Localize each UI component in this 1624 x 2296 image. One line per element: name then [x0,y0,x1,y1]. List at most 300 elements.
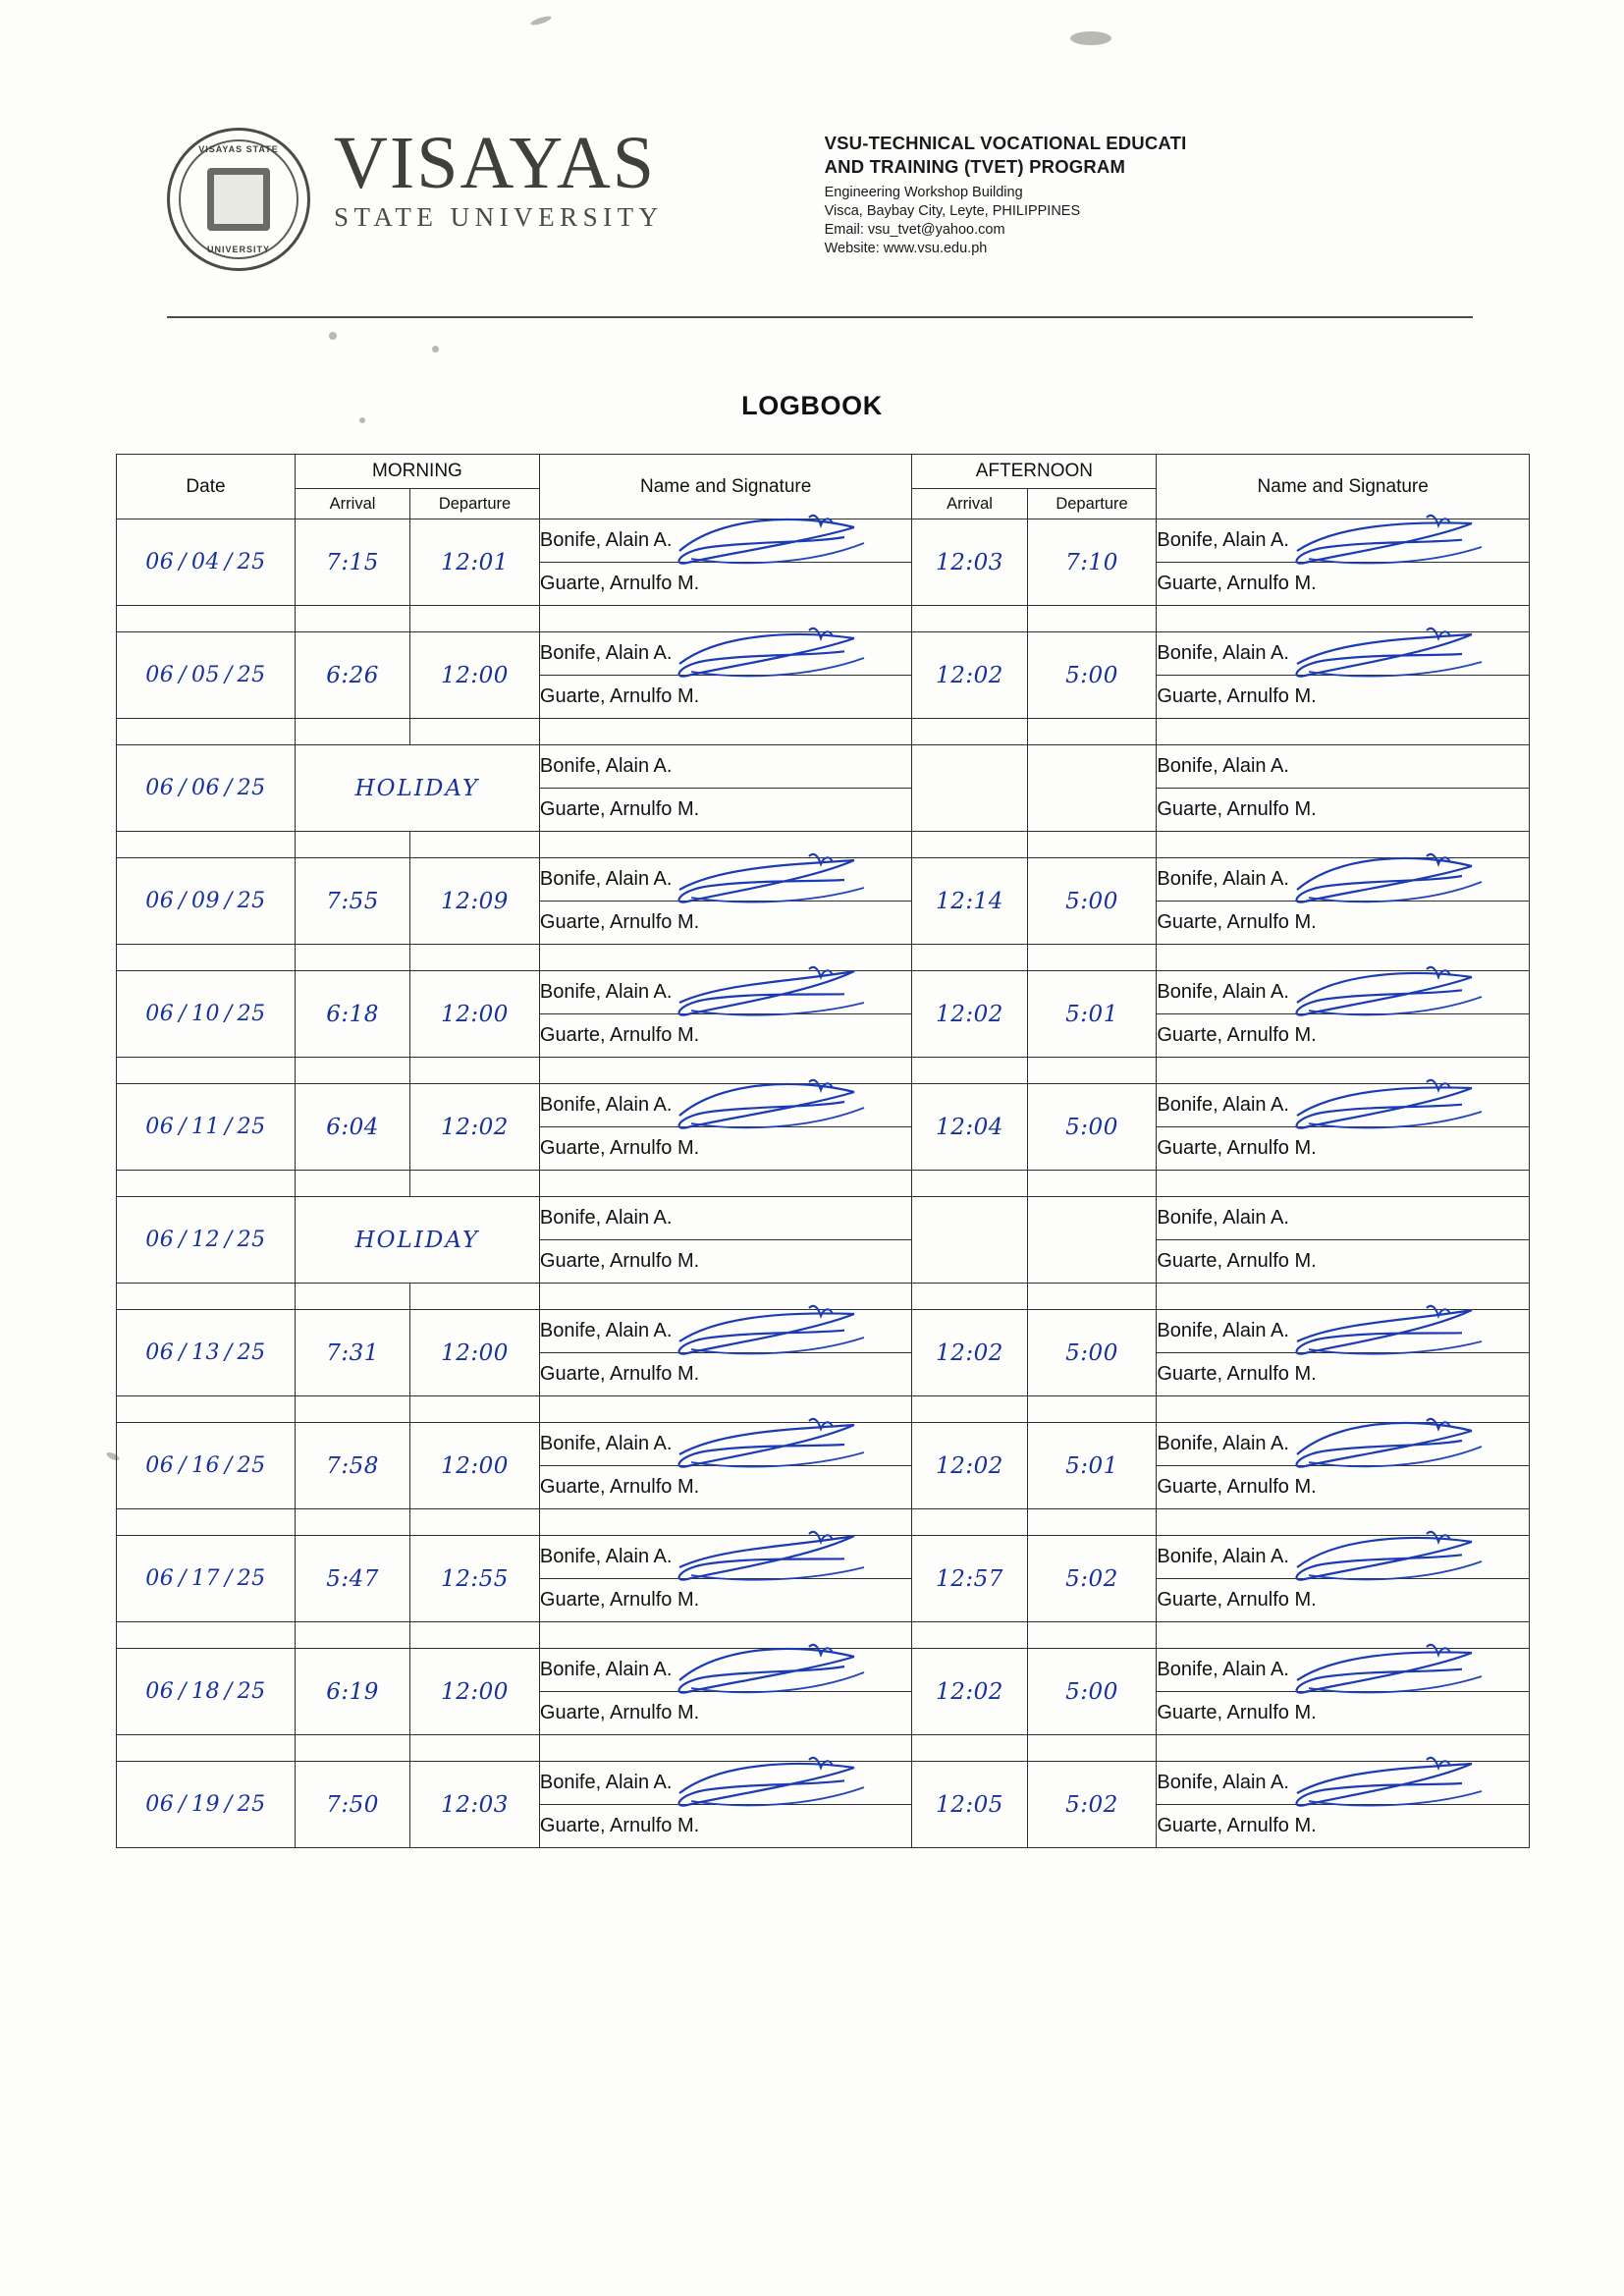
spacer-cell [117,1622,296,1649]
cell-morning-name-1[interactable] [539,971,912,1014]
cell-afternoon-name-2[interactable] [1157,789,1530,832]
table-row [117,1423,1530,1466]
table-row [117,1310,1530,1353]
printed-name: Bonife, Alain A. [1157,1207,1289,1229]
spacer-cell [1027,1735,1157,1762]
brand-sub-text: STATE UNIVERSITY [334,202,664,233]
table-spacer-row [117,1396,1530,1423]
printed-name: Guarte, Arnulfo M. [1157,1363,1317,1385]
handwritten-holiday: HOLIDAY [354,1227,480,1253]
cell-morning-arrival[interactable] [295,1536,409,1622]
spacer-cell [1157,606,1530,632]
spacer-cell [539,832,912,858]
spacer-cell [912,832,1027,858]
printed-name: Bonife, Alain A. [1157,755,1289,777]
cell-morning-arrival[interactable] [295,971,409,1058]
spacer-cell [117,606,296,632]
handwritten-date: 06 / 18 / 25 [145,1679,266,1704]
spacer-cell [539,719,912,745]
spacer-cell [912,606,1027,632]
spacer-cell [539,1058,912,1084]
cell-morning-name-1[interactable] [539,1310,912,1353]
spacer-cell [410,719,540,745]
spacer-cell [410,1622,540,1649]
cell-morning-name-2[interactable] [539,1014,912,1058]
cell-afternoon-departure[interactable] [1027,632,1157,719]
cell-morning-name-2[interactable] [539,676,912,719]
cell-afternoon-name-2[interactable] [1157,563,1530,606]
cell-date[interactable] [117,1762,296,1848]
handwritten-date: 06 / 05 / 25 [145,663,266,687]
cell-morning-name-1[interactable] [539,1423,912,1466]
cell-afternoon-name-2[interactable] [1157,1805,1530,1848]
spacer-cell [295,832,409,858]
handwritten-morning-arrival: 7:15 [326,549,379,575]
spacer-cell [539,606,912,632]
handwritten-date: 06 / 13 / 25 [145,1340,266,1365]
handwritten-date: 06 / 12 / 25 [145,1228,266,1252]
spacer-cell [295,1509,409,1536]
org-program-line2: AND TRAINING (TVET) PROGRAM [824,156,1126,178]
handwritten-afternoon-arrival: 12:02 [936,1678,1003,1705]
table-row [117,1084,1530,1127]
printed-name: Bonife, Alain A. [1157,868,1289,890]
spacer-cell [295,1284,409,1310]
handwritten-morning-departure: 12:09 [441,888,509,914]
cell-afternoon-departure[interactable] [1027,1762,1157,1848]
handwritten-date: 06 / 11 / 25 [145,1115,266,1139]
cell-afternoon-name-1[interactable] [1157,1536,1530,1579]
printed-name: Bonife, Alain A. [1157,1433,1289,1454]
cell-morning-name-1[interactable] [539,519,912,563]
printed-name: Bonife, Alain A. [539,642,673,664]
spacer-cell [117,1509,296,1536]
org-address: Visca, Baybay City, Leyte, PHILIPPINES [824,202,1081,219]
cell-morning-name-1[interactable] [539,632,912,676]
cell-afternoon-name-1[interactable] [1157,745,1530,789]
spacer-cell [1157,1622,1530,1649]
cell-date[interactable] [117,632,296,719]
th-morning-arrival: Arrival [295,489,409,519]
handwritten-afternoon-arrival: 12:14 [936,888,1003,914]
cell-afternoon-arrival[interactable] [912,745,1027,832]
handwritten-afternoon-departure: 5:02 [1065,1565,1118,1592]
spacer-cell [1157,1284,1530,1310]
handwritten-morning-departure: 12:03 [441,1791,509,1818]
printed-name: Guarte, Arnulfo M. [539,1024,700,1046]
cell-afternoon-name-1[interactable] [1157,1649,1530,1692]
handwritten-date: 06 / 17 / 25 [145,1566,266,1591]
spacer-cell [410,832,540,858]
th-morning-name-signature: Name and Signature [539,455,912,519]
cell-morning-name-1[interactable] [539,1084,912,1127]
spacer-cell [539,1171,912,1197]
spacer-cell [295,1058,409,1084]
handwritten-morning-arrival: 7:55 [326,888,379,914]
cell-morning-name-1[interactable] [539,745,912,789]
printed-name: Bonife, Alain A. [539,1433,673,1454]
printed-name: Guarte, Arnulfo M. [1157,1024,1317,1046]
cell-morning-name-2[interactable] [539,563,912,606]
th-morning: MORNING [295,455,539,489]
printed-name: Guarte, Arnulfo M. [539,573,700,594]
handwritten-afternoon-departure: 5:00 [1065,1114,1118,1140]
cell-afternoon-departure[interactable] [1027,519,1157,606]
spacer-cell [410,1171,540,1197]
cell-afternoon-arrival[interactable] [912,1197,1027,1284]
cell-morning-arrival[interactable] [295,519,409,606]
spacer-cell [912,1622,1027,1649]
cell-afternoon-name-1[interactable] [1157,632,1530,676]
table-spacer-row [117,606,1530,632]
spacer-cell [539,1622,912,1649]
spacer-cell [1157,945,1530,971]
table-spacer-row [117,1735,1530,1762]
handwritten-morning-arrival: 7:50 [326,1791,379,1818]
printed-name: Bonife, Alain A. [1157,1772,1289,1793]
cell-afternoon-departure[interactable] [1027,1536,1157,1622]
cell-morning-holiday[interactable] [295,1197,539,1284]
printed-name: Guarte, Arnulfo M. [1157,685,1317,707]
cell-afternoon-arrival[interactable] [912,1084,1027,1171]
cell-morning-name-2[interactable] [539,789,912,832]
spacer-cell [117,1284,296,1310]
cell-date[interactable] [117,971,296,1058]
spacer-cell [912,1058,1027,1084]
spacer-cell [410,1058,540,1084]
printed-name: Bonife, Alain A. [1157,529,1289,551]
cell-afternoon-name-1[interactable] [1157,858,1530,902]
spacer-cell [1027,1396,1157,1423]
spacer-cell [1027,1509,1157,1536]
cell-morning-arrival[interactable] [295,1423,409,1509]
cell-morning-departure[interactable] [410,971,540,1058]
handwritten-morning-arrival: 7:31 [326,1339,379,1366]
printed-name: Guarte, Arnulfo M. [539,1589,700,1611]
cell-morning-departure[interactable] [410,1649,540,1735]
spacer-cell [1027,1622,1157,1649]
printed-name: Guarte, Arnulfo M. [539,1476,700,1498]
table-row [117,1197,1530,1240]
handwritten-afternoon-departure: 5:00 [1065,662,1118,688]
cell-morning-arrival[interactable] [295,1084,409,1171]
handwritten-date: 06 / 10 / 25 [145,1002,266,1026]
cell-afternoon-name-1[interactable] [1157,971,1530,1014]
printed-name: Bonife, Alain A. [539,868,673,890]
cell-afternoon-departure[interactable] [1027,1084,1157,1171]
handwritten-morning-arrival: 6:18 [326,1001,379,1027]
spacer-cell [539,1735,912,1762]
cell-afternoon-name-1[interactable] [1157,1423,1530,1466]
spacer-cell [1027,719,1157,745]
cell-afternoon-arrival[interactable] [912,632,1027,719]
cell-morning-departure[interactable] [410,1762,540,1848]
cell-afternoon-arrival[interactable] [912,1310,1027,1396]
printed-name: Bonife, Alain A. [539,1207,673,1229]
spacer-cell [912,1284,1027,1310]
spacer-cell [295,945,409,971]
spacer-cell [117,1058,296,1084]
printed-name: Bonife, Alain A. [539,981,673,1003]
spacer-cell [1157,832,1530,858]
page-title: LOGBOOK [741,391,883,420]
spacer-cell [539,945,912,971]
org-email: Email: vsu_tvet@yahoo.com [824,222,1005,239]
cell-afternoon-name-2[interactable] [1157,902,1530,945]
table-row [117,1536,1530,1579]
cell-morning-name-1[interactable] [539,1762,912,1805]
handwritten-afternoon-arrival: 12:57 [936,1565,1003,1592]
cell-morning-holiday[interactable] [295,745,539,832]
cell-morning-name-2[interactable] [539,1579,912,1622]
cell-morning-name-2[interactable] [539,1240,912,1284]
spacer-cell [117,1735,296,1762]
th-afternoon-arrival: Arrival [912,489,1027,519]
handwritten-morning-departure: 12:01 [441,549,509,575]
spacer-cell [1027,1171,1157,1197]
cell-date[interactable] [117,745,296,832]
cell-afternoon-arrival[interactable] [912,1762,1027,1848]
cell-afternoon-name-1[interactable] [1157,1310,1530,1353]
cell-morning-departure[interactable] [410,519,540,606]
printed-name: Bonife, Alain A. [539,1772,673,1793]
spacer-cell [912,1396,1027,1423]
cell-morning-name-1[interactable] [539,1536,912,1579]
seal-top-text: VISAYAS STATE [198,144,279,154]
printed-name: Guarte, Arnulfo M. [539,911,700,933]
handwritten-morning-arrival: 6:26 [326,662,379,688]
cell-morning-departure[interactable] [410,1536,540,1622]
spacer-cell [912,945,1027,971]
cell-afternoon-name-2[interactable] [1157,1466,1530,1509]
cell-morning-departure[interactable] [410,632,540,719]
cell-afternoon-departure[interactable] [1027,1423,1157,1509]
printed-name: Guarte, Arnulfo M. [1157,911,1317,933]
printed-name: Guarte, Arnulfo M. [539,1137,700,1159]
cell-afternoon-name-2[interactable] [1157,1353,1530,1396]
cell-morning-arrival[interactable] [295,1649,409,1735]
spacer-cell [295,1735,409,1762]
spacer-cell [117,832,296,858]
cell-afternoon-departure[interactable] [1027,1649,1157,1735]
cell-morning-name-2[interactable] [539,1466,912,1509]
printed-name: Guarte, Arnulfo M. [539,1815,700,1836]
cell-afternoon-name-2[interactable] [1157,1692,1530,1735]
header-divider [167,316,1473,318]
org-building: Engineering Workshop Building [824,184,1023,200]
table-row [117,1762,1530,1805]
cell-date[interactable] [117,1310,296,1396]
letterhead [167,118,1473,300]
spacer-cell [912,1171,1027,1197]
cell-morning-name-2[interactable] [539,1353,912,1396]
cell-afternoon-name-1[interactable] [1157,1197,1530,1240]
spacer-cell [410,1509,540,1536]
th-afternoon-name-signature: Name and Signature [1157,455,1530,519]
printed-name: Bonife, Alain A. [539,1094,673,1116]
cell-morning-name-2[interactable] [539,1692,912,1735]
cell-afternoon-arrival[interactable] [912,1649,1027,1735]
cell-morning-name-2[interactable] [539,1805,912,1848]
table-row [117,858,1530,902]
cell-morning-departure[interactable] [410,858,540,945]
spacer-cell [295,1622,409,1649]
cell-morning-name-1[interactable] [539,1197,912,1240]
spacer-cell [1157,1396,1530,1423]
spacer-cell [1157,719,1530,745]
handwritten-morning-departure: 12:00 [441,1678,509,1705]
printed-name: Bonife, Alain A. [1157,642,1289,664]
handwritten-afternoon-arrival: 12:03 [936,549,1003,575]
scan-artifact [1070,31,1111,45]
printed-name: Bonife, Alain A. [539,755,673,777]
cell-afternoon-departure[interactable] [1027,1310,1157,1396]
cell-morning-name-1[interactable] [539,1649,912,1692]
handwritten-date: 06 / 16 / 25 [145,1453,266,1478]
cell-afternoon-departure[interactable] [1027,858,1157,945]
spacer-cell [117,945,296,971]
cell-afternoon-arrival[interactable] [912,1536,1027,1622]
printed-name: Bonife, Alain A. [1157,1546,1289,1567]
spacer-cell [539,1396,912,1423]
scan-artifact [432,346,439,353]
handwritten-afternoon-arrival: 12:04 [936,1114,1003,1140]
printed-name: Bonife, Alain A. [539,1546,673,1567]
cell-afternoon-arrival[interactable] [912,971,1027,1058]
printed-name: Guarte, Arnulfo M. [539,685,700,707]
cell-date[interactable] [117,1649,296,1735]
spacer-cell [1027,1284,1157,1310]
cell-date[interactable] [117,1536,296,1622]
table-spacer-row [117,832,1530,858]
cell-afternoon-name-2[interactable] [1157,1014,1530,1058]
cell-afternoon-arrival[interactable] [912,1423,1027,1509]
cell-afternoon-departure[interactable] [1027,1197,1157,1284]
printed-name: Guarte, Arnulfo M. [1157,1815,1317,1836]
table-row [117,745,1530,789]
spacer-cell [117,1396,296,1423]
cell-morning-arrival[interactable] [295,632,409,719]
handwritten-afternoon-departure: 5:00 [1065,888,1118,914]
handwritten-morning-departure: 12:00 [441,1001,509,1027]
handwritten-afternoon-departure: 7:10 [1065,549,1118,575]
printed-name: Bonife, Alain A. [539,529,673,551]
handwritten-holiday: HOLIDAY [354,775,480,801]
scan-artifact [530,15,553,27]
spacer-cell [117,719,296,745]
cell-morning-arrival[interactable] [295,1762,409,1848]
scan-artifact [329,332,337,340]
table-spacer-row [117,1058,1530,1084]
printed-name: Guarte, Arnulfo M. [1157,1589,1317,1611]
cell-afternoon-name-1[interactable] [1157,1762,1530,1805]
th-date: Date [117,455,296,519]
printed-name: Bonife, Alain A. [1157,981,1289,1003]
table-row [117,971,1530,1014]
handwritten-afternoon-departure: 5:00 [1065,1339,1118,1366]
handwritten-morning-arrival: 6:04 [326,1114,379,1140]
handwritten-afternoon-arrival: 12:02 [936,1452,1003,1479]
spacer-cell [539,1509,912,1536]
university-seal-icon [167,128,310,271]
th-morning-departure: Departure [410,489,540,519]
handwritten-afternoon-departure: 5:01 [1065,1452,1118,1479]
printed-name: Guarte, Arnulfo M. [1157,573,1317,594]
cell-morning-departure[interactable] [410,1084,540,1171]
spacer-cell [1157,1171,1530,1197]
cell-afternoon-departure[interactable] [1027,971,1157,1058]
cell-afternoon-name-2[interactable] [1157,1579,1530,1622]
table-body [117,519,1530,1848]
printed-name: Guarte, Arnulfo M. [1157,1702,1317,1723]
cell-date[interactable] [117,1084,296,1171]
logbook-table-wrapper [116,454,1530,1848]
handwritten-afternoon-arrival: 12:02 [936,1001,1003,1027]
cell-afternoon-departure[interactable] [1027,745,1157,832]
spacer-cell [1027,1058,1157,1084]
cell-date[interactable] [117,1197,296,1284]
cell-morning-name-2[interactable] [539,1127,912,1171]
cell-afternoon-name-2[interactable] [1157,1240,1530,1284]
th-afternoon: AFTERNOON [912,455,1157,489]
cell-date[interactable] [117,519,296,606]
printed-name: Guarte, Arnulfo M. [1157,1476,1317,1498]
university-wordmark [334,118,668,233]
handwritten-date: 06 / 19 / 25 [145,1792,266,1817]
handwritten-afternoon-departure: 5:01 [1065,1001,1118,1027]
spacer-cell [1027,606,1157,632]
printed-name: Guarte, Arnulfo M. [1157,798,1317,820]
cell-afternoon-name-1[interactable] [1157,1084,1530,1127]
handwritten-afternoon-arrival: 12:02 [936,662,1003,688]
cell-afternoon-arrival[interactable] [912,858,1027,945]
cell-morning-arrival[interactable] [295,858,409,945]
printed-name: Bonife, Alain A. [1157,1094,1289,1116]
cell-afternoon-arrival[interactable] [912,519,1027,606]
cell-date[interactable] [117,858,296,945]
printed-name: Guarte, Arnulfo M. [539,798,700,820]
cell-date[interactable] [117,1423,296,1509]
spacer-cell [539,1284,912,1310]
logbook-table [116,454,1530,1848]
brand-main-text: VISAYAS [334,122,656,204]
handwritten-morning-departure: 12:00 [441,662,509,688]
printed-name: Bonife, Alain A. [1157,1320,1289,1341]
org-website: Website: www.vsu.edu.ph [824,241,988,257]
handwritten-morning-departure: 12:00 [441,1339,509,1366]
table-spacer-row [117,1509,1530,1536]
spacer-cell [410,1396,540,1423]
printed-name: Bonife, Alain A. [1157,1659,1289,1680]
handwritten-afternoon-arrival: 12:05 [936,1791,1003,1818]
spacer-cell [410,945,540,971]
printed-name: Guarte, Arnulfo M. [539,1702,700,1723]
cell-afternoon-name-2[interactable] [1157,676,1530,719]
cell-morning-departure[interactable] [410,1310,540,1396]
spacer-cell [912,1735,1027,1762]
cell-morning-departure[interactable] [410,1423,540,1509]
table-row [117,519,1530,563]
spacer-cell [117,1171,296,1197]
cell-afternoon-name-1[interactable] [1157,519,1530,563]
spacer-cell [295,1171,409,1197]
cell-morning-name-1[interactable] [539,858,912,902]
spacer-cell [295,606,409,632]
spacer-cell [1027,832,1157,858]
cell-afternoon-name-2[interactable] [1157,1127,1530,1171]
cell-morning-name-2[interactable] [539,902,912,945]
cell-morning-arrival[interactable] [295,1310,409,1396]
